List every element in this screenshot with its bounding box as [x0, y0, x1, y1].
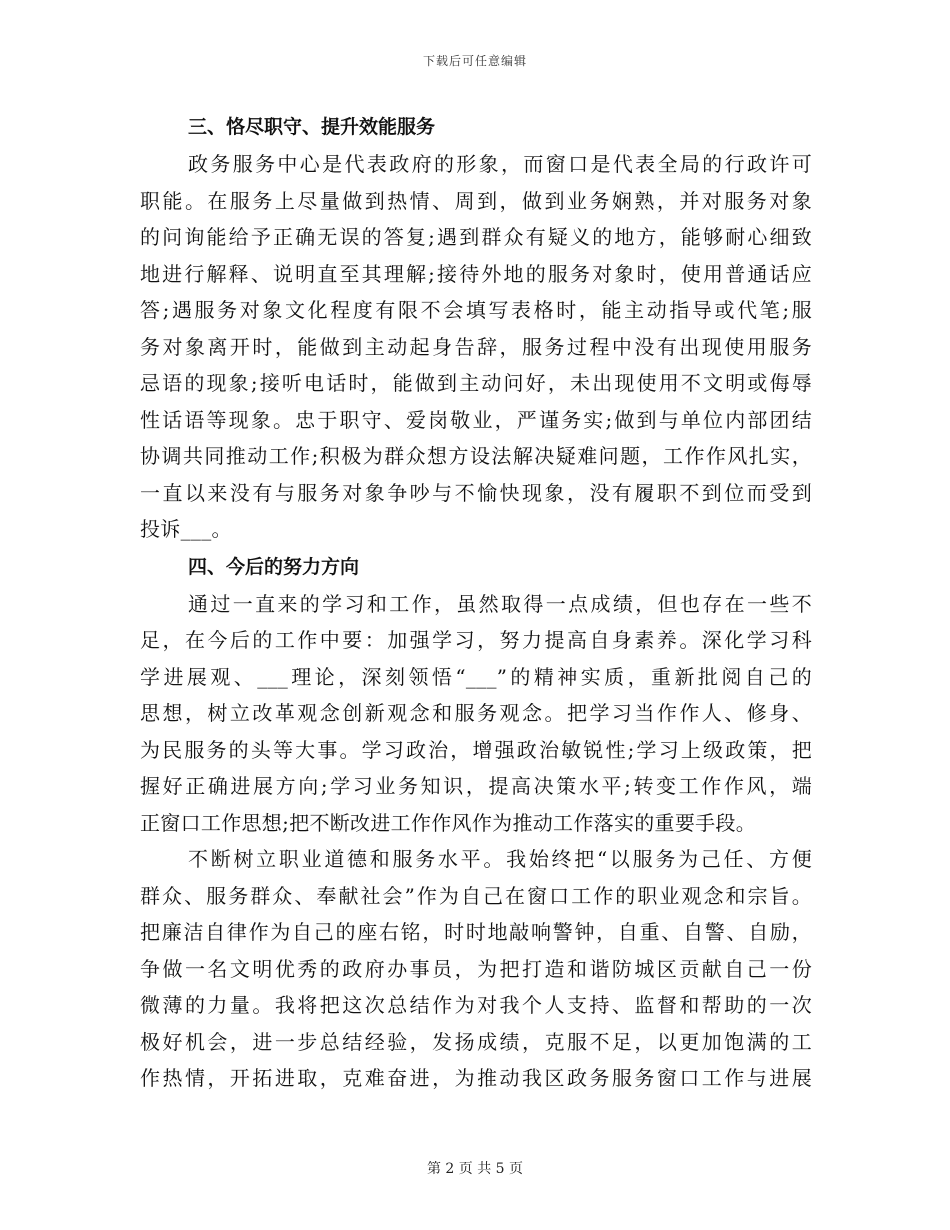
section-heading-3: 三、恪尽职守、提升效能服务	[188, 116, 436, 138]
text-line: 群众、服务群众、奉献社会”作为自己在窗口工作的职业观念和宗旨。	[140, 883, 812, 908]
text-line: 极好机会，进一步总结经验，发扬成绩，克服不足，以更加饱满的工	[140, 1029, 812, 1054]
text-line: 思想，树立改革观念创新观念和服务观念。把学习当作作人、修身、	[140, 701, 812, 725]
text-line: 政务服务中心是代表政府的形象，而窗口是代表全局的行政许可	[188, 152, 812, 176]
text-line: 不断树立职业道德和服务水平。我始终把“以服务为己任、方便	[188, 847, 812, 871]
text-line: 性话语等现象。忠于职守、爱岗敬业，严谨务实;做到与单位内部团结	[140, 407, 812, 432]
page-number: 第 2 页 共 5 页	[426, 1161, 524, 1177]
text-line: 微薄的力量。我将把这次总结作为对我个人支持、监督和帮助的一次	[140, 993, 812, 1017]
text-line: 一直以来没有与服务对象争吵与不愉快现象，没有履职不到位而受到	[140, 480, 812, 505]
text-line: 的问询能给予正确无误的答复;遇到群众有疑义的地方，能够耐心细致	[140, 225, 812, 249]
section-heading-4: 四、今后的努力方向	[188, 555, 360, 578]
text-line: 把廉洁自律作为自己的座右铭，时时地敲响警钟，自重、自警、自励，	[140, 920, 812, 944]
text-line: 协调共同推动工作;积极为群众想方设法解决疑难问题，工作作风扎实，	[140, 444, 812, 468]
page-header-note: 下载后可任意编辑	[422, 54, 527, 68]
text-line: 作热情，开拓进取，克难奋进，为推动我区政务服务窗口工作与进展	[140, 1066, 812, 1090]
paragraph-section4-2	[140, 841, 812, 1097]
text-line: 争做一名文明优秀的政府办事员，为把打造和谐防城区贡献自己一份	[140, 956, 812, 981]
text-line: 握好正确进展方向;学习业务知识，提高决策水平;转变工作作风，端	[140, 774, 812, 798]
paragraph-section4-1	[140, 586, 812, 842]
text-line: 答;遇服务对象文化程度有限不会填写表格时，能主动指导或代笔;服	[140, 298, 812, 322]
text-line: 通过一直来的学习和工作，虽然取得一点成绩，但也存在一些不	[188, 591, 812, 616]
text-line: 正窗口工作思想;把不断改进工作作风作为推动工作落实的重要手段。	[140, 810, 757, 835]
text-line: 地进行解释、说明直至其理解;接待外地的服务对象时，使用普通话应	[140, 261, 812, 286]
document-body	[140, 108, 812, 1097]
text-line: 务对象离开时，能做到主动起身告辞，服务过程中没有出现使用服务	[140, 334, 812, 359]
text-line: 学进展观、___理论，深刻领悟“___”的精神实质，重新批阅自己的	[140, 664, 812, 689]
paragraph-section3	[140, 146, 812, 548]
text-line: 投诉___。	[140, 517, 232, 541]
text-line: 职能。在服务上尽量做到热情、周到，做到业务娴熟，并对服务对象	[140, 188, 812, 213]
text-line: 为民服务的头等大事。学习政治，增强政治敏锐性;学习上级政策，把	[140, 737, 812, 762]
text-line: 足，在今后的工作中要：加强学习，努力提高自身素养。深化学习科	[140, 628, 812, 652]
text-line: 忌语的现象;接听电话时，能做到主动问好，未出现使用不文明或侮辱	[140, 371, 812, 395]
